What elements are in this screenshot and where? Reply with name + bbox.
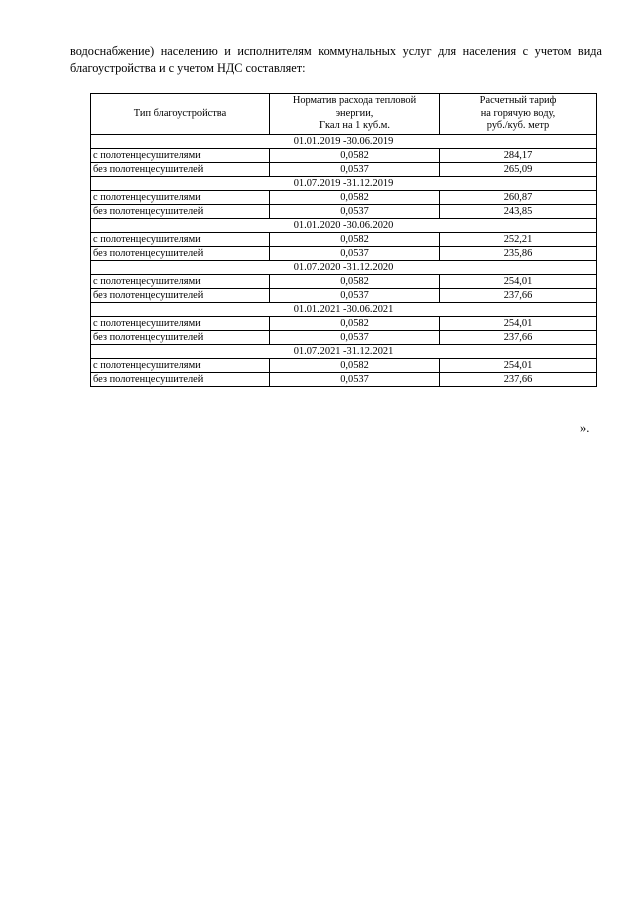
- table-row: [91, 317, 597, 331]
- header-tariff-line: руб./куб. метр: [486, 120, 550, 132]
- header-tariff: [440, 94, 597, 135]
- cell-tariff: 237,66: [440, 373, 597, 387]
- header-type: Тип благоустройства: [91, 94, 270, 135]
- cell-type: с полотенцесушителями: [91, 149, 270, 163]
- cell-type: с полотенцесушителями: [91, 191, 270, 205]
- cell-tariff: 254,01: [440, 275, 597, 289]
- period-label: 01.07.2019 -31.12.2019: [91, 177, 597, 191]
- cell-type: без полотенцесушителей: [91, 205, 270, 219]
- cell-type: без полотенцесушителей: [91, 331, 270, 345]
- cell-norm: 0,0537: [270, 331, 440, 345]
- cell-tariff: 235,86: [440, 247, 597, 261]
- cell-norm: 0,0582: [270, 191, 440, 205]
- period-row: [91, 303, 597, 317]
- table-row: [91, 331, 597, 345]
- period-row: [91, 135, 597, 149]
- table-row: [91, 373, 597, 387]
- cell-norm: 0,0537: [270, 205, 440, 219]
- tariff-table: [90, 93, 597, 387]
- cell-tariff: 237,66: [440, 331, 597, 345]
- cell-norm: 0,0582: [270, 275, 440, 289]
- header-norm: [270, 94, 440, 135]
- period-row: [91, 345, 597, 359]
- cell-norm: 0,0537: [270, 163, 440, 177]
- period-row: [91, 219, 597, 233]
- cell-tariff: 254,01: [440, 317, 597, 331]
- table-row: [91, 205, 597, 219]
- period-row: [91, 261, 597, 275]
- table-header-row: [91, 94, 597, 135]
- cell-tariff: 284,17: [440, 149, 597, 163]
- header-tariff-line: на горячую воду,: [480, 107, 556, 119]
- cell-tariff: 260,87: [440, 191, 597, 205]
- cell-type: с полотенцесушителями: [91, 275, 270, 289]
- period-label: 01.07.2020 -31.12.2020: [91, 261, 597, 275]
- table-row: [91, 289, 597, 303]
- period-label: 01.01.2021 -30.06.2021: [91, 303, 597, 317]
- header-norm-line: Гкал на 1 куб.м.: [319, 120, 390, 132]
- cell-tariff: 265,09: [440, 163, 597, 177]
- cell-type: без полотенцесушителей: [91, 289, 270, 303]
- cell-type: с полотенцесушителями: [91, 233, 270, 247]
- cell-norm: 0,0582: [270, 149, 440, 163]
- cell-norm: 0,0582: [270, 317, 440, 331]
- table-row: [91, 191, 597, 205]
- cell-tariff: 252,21: [440, 233, 597, 247]
- table-row: [91, 149, 597, 163]
- header-tariff-line: Расчетный тариф: [479, 95, 557, 107]
- cell-tariff: 243,85: [440, 205, 597, 219]
- cell-norm: 0,0537: [270, 373, 440, 387]
- cell-tariff: 237,66: [440, 289, 597, 303]
- period-label: 01.07.2021 -31.12.2021: [91, 345, 597, 359]
- cell-type: без полотенцесушителей: [91, 247, 270, 261]
- closing-quote-mark: ».: [580, 421, 590, 435]
- header-norm-line: энергии,: [335, 107, 374, 119]
- period-label: 01.01.2019 -30.06.2019: [91, 135, 597, 149]
- period-label: 01.01.2020 -30.06.2020: [91, 219, 597, 233]
- cell-type: с полотенцесушителями: [91, 359, 270, 373]
- period-row: [91, 177, 597, 191]
- cell-norm: 0,0537: [270, 247, 440, 261]
- table-row: [91, 247, 597, 261]
- cell-type: без полотенцесушителей: [91, 373, 270, 387]
- cell-type: с полотенцесушителями: [91, 317, 270, 331]
- cell-norm: 0,0582: [270, 359, 440, 373]
- cell-norm: 0,0537: [270, 289, 440, 303]
- cell-norm: 0,0582: [270, 233, 440, 247]
- table-row: [91, 163, 597, 177]
- header-norm-line: Норматив расхода тепловой: [292, 95, 417, 107]
- table-row: [91, 233, 597, 247]
- cell-type: без полотенцесушителей: [91, 163, 270, 177]
- table-row: [91, 275, 597, 289]
- cell-tariff: 254,01: [440, 359, 597, 373]
- intro-paragraph: водоснабжение) населению и исполнителям коммунальных услуг для населения с учетом вида благоустройства и с учетом НДС составляет:: [70, 44, 602, 75]
- table-row: [91, 359, 597, 373]
